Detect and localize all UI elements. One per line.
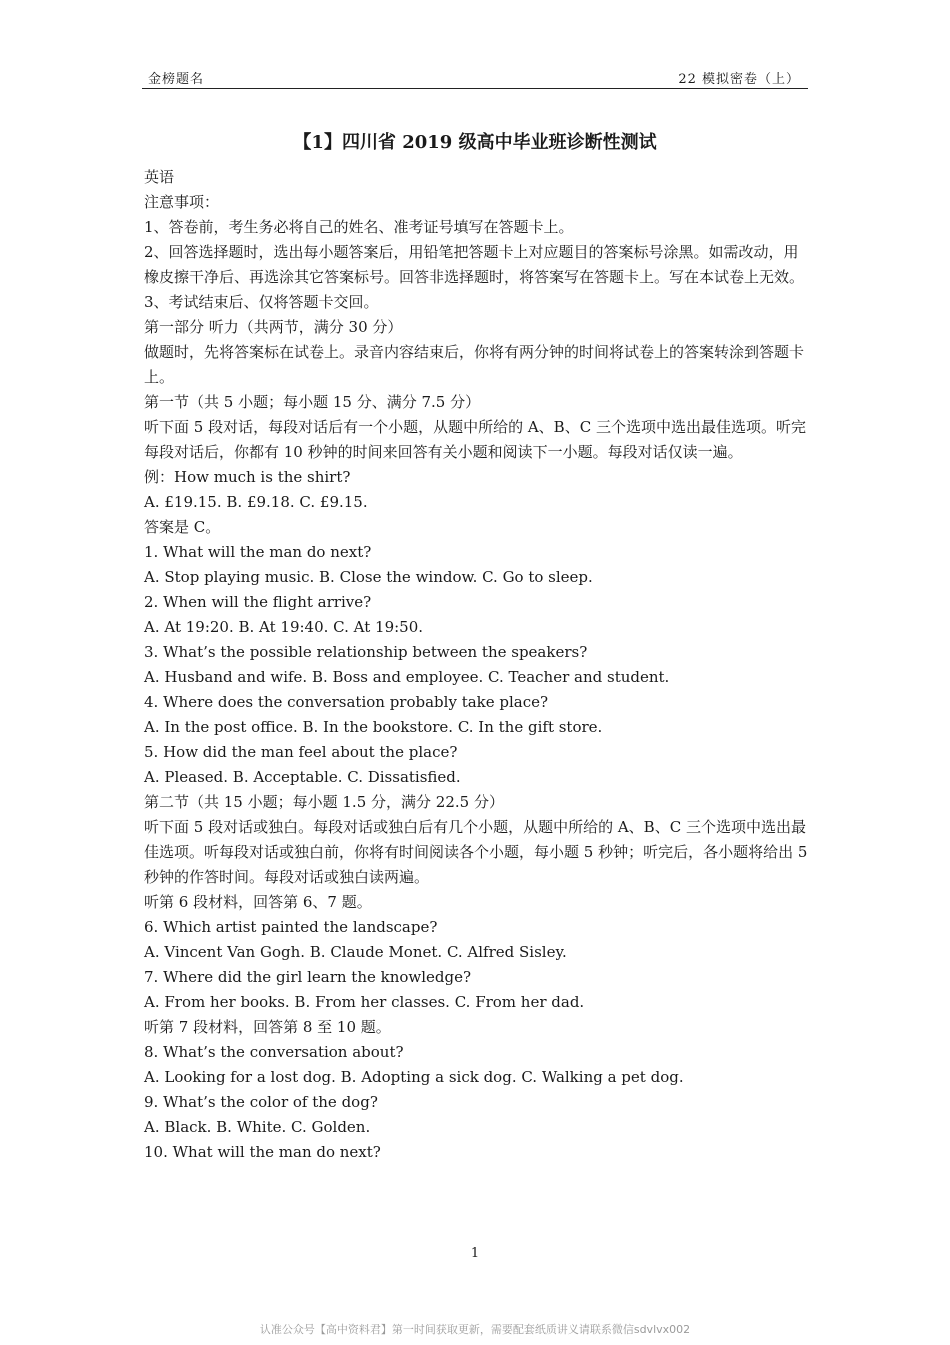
question-3-options: A. Husband and wife. B. Boss and employee. C. Teacher and student. (144, 668, 670, 686)
question-3: 3. What’s the possible relationship between the speakers? (144, 643, 588, 661)
question-9: 9. What’s the color of the dog? (144, 1093, 378, 1111)
section-one-heading: 第一节（共 5 小题；每小题 15 分、满分 7.5 分） (144, 393, 481, 411)
question-8: 8. What’s the conversation about? (144, 1043, 404, 1061)
footer-watermark: 认准公众号【高中资料君】第一时间获取更新，需要配套纸质讲义请联系微信sdvlvx002 (259, 1323, 691, 1336)
question-5: 5. How did the man feel about the place? (144, 743, 458, 761)
question-1: 1. What will the man do next? (144, 543, 372, 561)
question-8-options: A. Looking for a lost dog. B. Adopting a sick dog. C. Walking a pet dog. (144, 1068, 684, 1086)
document-title: 【1】四川省 2019 级高中毕业班诊断性测试 (293, 132, 657, 153)
section-two-instructions: 听下面 5 段对话或独白。每段对话或独白后有几个小题，从题中所给的 A、B、C 三个选项中选出最佳选项。听每段对话或独白前，你将有时间阅读各个小题，每小题 5 秒钟；听完后，各小题将给出 5 秒钟的作答时间。每段对话或独白读两遍。 (144, 818, 808, 886)
page-header (142, 66, 808, 89)
example-answer: 答案是 C。 (144, 518, 221, 536)
subject-label: 英语 (144, 168, 175, 186)
question-5-options: A. Pleased. B. Acceptable. C. Dissatisfied. (144, 768, 461, 786)
part-one-instructions: 做题时，先将答案标在试卷上。录音内容结束后，你将有两分钟的时间将试卷上的答案转涂到答题卡上。 (144, 343, 805, 386)
section-one-instructions: 听下面 5 段对话，每段对话后有一个小题，从题中所给的 A、B、C 三个选项中选出最佳选项。听完每段对话后，你都有 10 秒钟的时间来回答有关小题和阅读下一小题。每段对话仅读一遍。 (144, 418, 806, 461)
page-number: 1 (470, 1246, 480, 1261)
notice-item-3: 3、考试结束后、仅将答题卡交回。 (144, 293, 379, 311)
notice-item-1: 1、答卷前，考生务必将自己的姓名、准考证号填写在答题卡上。 (144, 218, 574, 236)
example-options: A. £19.15. B. £9.18. C. £9.15. (144, 493, 368, 511)
question-10: 10. What will the man do next? (144, 1143, 381, 1161)
notice-item-2: 2、回答选择题时，选出每小题答案后，用铅笔把答题卡上对应题目的答案标号涂黑。如需改动，用橡皮擦干净后、再选涂其它答案标号。回答非选择题时，将答案写在答题卡上。写在本试卷上无效。 (144, 243, 805, 286)
material-6-note: 听第 6 段材料，回答第 6、7 题。 (144, 893, 372, 911)
notice-heading: 注意事项： (144, 193, 220, 211)
question-4: 4. Where does the conversation probably take place? (144, 693, 549, 711)
question-2-options: A. At 19:20. B. At 19:40. C. At 19:50. (144, 618, 424, 636)
question-6-options: A. Vincent Van Gogh. B. Claude Monet. C. Alfred Sisley. (144, 943, 567, 961)
part-one-heading: 第一部分 听力（共两节，满分 30 分） (144, 318, 403, 336)
question-9-options: A. Black. B. White. C. Golden. (144, 1118, 371, 1136)
question-4-options: A. In the post office. B. In the bookstore. C. In the gift store. (144, 718, 603, 736)
question-7: 7. Where did the girl learn the knowledge? (144, 968, 472, 986)
example-question: 例：How much is the shirt? (144, 468, 351, 486)
section-two-heading: 第二节（共 15 小题；每小题 1.5 分，满分 22.5 分） (144, 793, 504, 811)
header-right-text: 22 模拟密卷（上） (678, 72, 800, 87)
material-7-note: 听第 7 段材料，回答第 8 至 10 题。 (144, 1018, 391, 1036)
document-body (144, 165, 812, 1165)
question-6: 6. Which artist painted the landscape? (144, 918, 438, 936)
header-left-text: 金榜题名 (148, 72, 205, 87)
question-1-options: A. Stop playing music. B. Close the window. C. Go to sleep. (144, 568, 593, 586)
question-7-options: A. From her books. B. From her classes. C. From her dad. (144, 993, 585, 1011)
question-2: 2. When will the flight arrive? (144, 593, 372, 611)
